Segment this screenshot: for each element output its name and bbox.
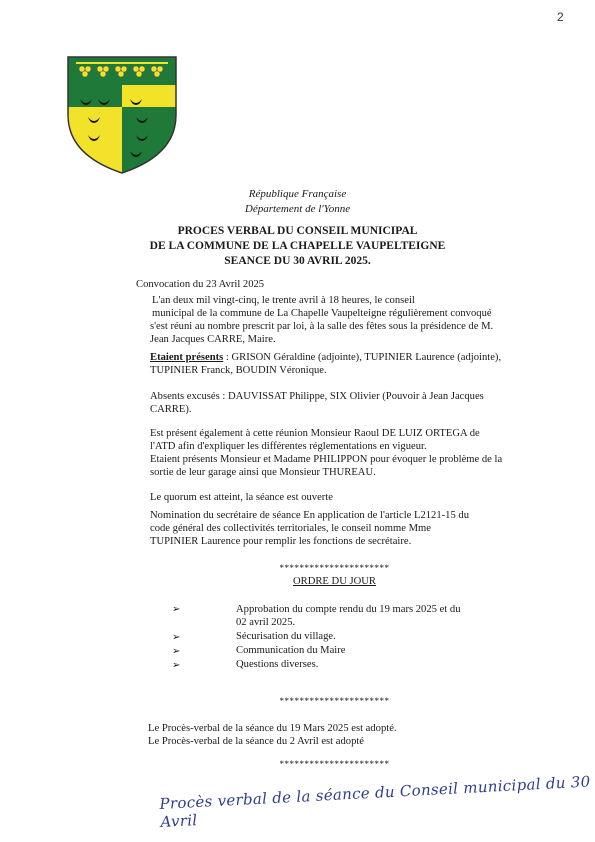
title-line-2: DE LA COMMUNE DE LA CHAPELLE VAUPELTEIGNE — [149, 240, 446, 252]
agenda-item: Sécurisation du village. — [236, 631, 336, 642]
bullet-arrow-icon: ➢ — [172, 646, 181, 657]
presents-line-1 — [150, 351, 501, 365]
convocation-date: Convocation du 23 Avril 2025 — [136, 279, 265, 290]
also-present-line: Etaient présents Monsieur et Madame PHILIPPON pour évoquer le problème de la — [150, 454, 503, 465]
also-present-line: Est présent également à cette réunion Monsieur Raoul DE LUIZ ORTEGA de — [150, 428, 480, 439]
title-line-3: SEANCE DU 30 AVRIL 2025. — [224, 255, 371, 267]
separator-stars: ********************** — [279, 696, 390, 706]
page-number: 2 — [557, 10, 564, 24]
intro-line: L'an deux mil vingt-cinq, le trente avril à 18 heures, le conseil — [152, 295, 415, 306]
intro-line: Jean Jacques CARRE, Maire. — [150, 334, 276, 345]
nomination-line: Nomination du secrétaire de séance En application de l'article L2121-15 du — [150, 510, 470, 521]
presents-names: : GRISON Géraldine (adjointe), TUPINIER Laurence (adjointe), — [223, 352, 502, 363]
presents-line-2: TUPINIER Franck, BOUDIN Véronique. — [150, 365, 327, 376]
quorum-text: Le quorum est atteint, la séance est ouverte — [150, 492, 333, 503]
absents-line: CARRE). — [150, 404, 192, 415]
republic-label: République Française — [248, 188, 347, 200]
agenda-item-cont: 02 avril 2025. — [236, 617, 296, 628]
bullet-arrow-icon: ➢ — [172, 660, 181, 671]
department-label: Département de l'Yonne — [244, 203, 351, 215]
adopted-line: Le Procès-verbal de la séance du 2 Avril est adopté — [148, 736, 365, 747]
agenda-item: Questions diverses. — [236, 659, 319, 670]
agenda-item: Approbation du compte rendu du 19 mars 2025 et du — [236, 604, 461, 615]
title-line-1: PROCES VERBAL DU CONSEIL MUNICIPAL — [177, 225, 418, 237]
presents-label: Etaient présents — [150, 352, 224, 363]
intro-line: s'est réuni au nombre prescrit par loi, à la salle des fêtes sous la présidence de M. — [150, 321, 494, 332]
handwritten-annotation: Procès verbal de la séance du Conseil municipal du 30 Avril — [159, 772, 591, 831]
agenda-item: Communication du Maire — [236, 645, 346, 656]
bullet-arrow-icon: ➢ — [172, 604, 181, 615]
absents-line: Absents excusés : DAUVISSAT Philippe, SIX Olivier (Pouvoir à Jean Jacques — [150, 391, 484, 402]
also-present-line: l'ATD afin d'expliquer les différentes réglementations en vigueur. — [150, 441, 427, 452]
commune-crest-logo — [66, 55, 178, 175]
intro-line: municipal de la commune de La Chapelle Vaupelteigne régulièrement convoqué — [152, 308, 492, 319]
separator-stars: ********************** — [279, 563, 390, 573]
nomination-line: TUPINIER Laurence pour remplir les fonctions de secrétaire. — [150, 536, 412, 547]
agenda-title: ORDRE DU JOUR — [293, 576, 376, 587]
bullet-arrow-icon: ➢ — [172, 632, 181, 643]
adopted-line: Le Procès-verbal de la séance du 19 Mars 2025 est adopté. — [148, 723, 397, 734]
separator-stars: ********************** — [279, 759, 390, 769]
nomination-line: code général des collectivités territoriales, le conseil nomme Mme — [150, 523, 431, 534]
also-present-line: sortie de leur garage ainsi que Monsieur THUREAU. — [150, 467, 376, 478]
